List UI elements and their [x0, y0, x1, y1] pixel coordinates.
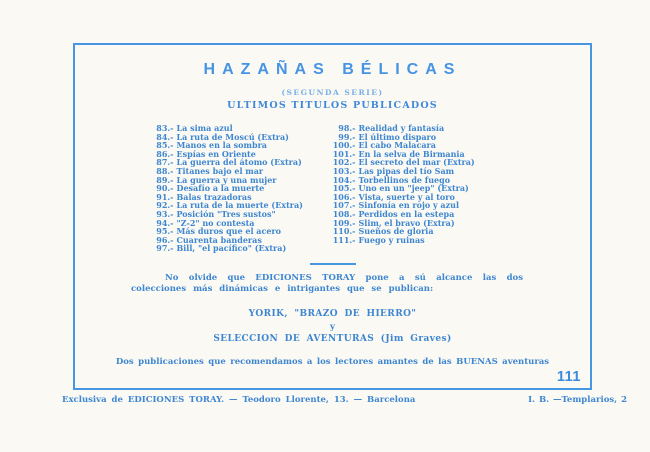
title-number: 105.- [332, 183, 356, 194]
title-number: 94.- [156, 217, 174, 228]
titles-list [75, 124, 590, 253]
title-number: 91.- [156, 191, 174, 202]
title-text: Posición "Tres sustos" [176, 208, 276, 219]
title-number: 85.- [156, 140, 174, 151]
title-number: 86.- [156, 148, 174, 159]
title-number: 83.- [156, 123, 174, 133]
title-text: Sueños de gloria [358, 226, 434, 237]
promo-paragraph: No olvide que EDICIONES TORAY pone a sú alcance las dos colecciones más dinámicas e intrigantes que se publican: [131, 273, 523, 294]
title-text: Realidad y fantasía [358, 123, 445, 133]
promo-closing-line: Dos publicaciones que recomendamos a los lectores amantes de las BUENAS aventuras [115, 357, 550, 367]
title-text: Vista, suerte y al toro [358, 191, 455, 202]
title-number: 90.- [156, 183, 174, 194]
title-text: Desafío a la muerte [176, 183, 265, 194]
title-number: 106.- [332, 191, 356, 202]
page-title: HAZAÑAS BÉLICAS [203, 61, 462, 78]
title-number: 84.- [156, 131, 174, 142]
titles-column-right [333, 124, 515, 253]
title-text: Las pipas del tío Sam [358, 165, 455, 176]
title-number: 99.- [338, 131, 356, 142]
series-subtitle: (SEGUNDA SERIE) [281, 88, 384, 97]
title-number: 109.- [332, 217, 356, 228]
title-number: 102.- [332, 157, 356, 168]
title-number: 108.- [332, 208, 356, 219]
title-number: 111.- [332, 234, 356, 245]
title-text: Fuego y ruinas [358, 234, 425, 245]
title-number: 103.- [332, 165, 356, 176]
title-number: 100.- [332, 140, 356, 151]
publisher-imprint: Exclusiva de EDICIONES TORAY. — Teodoro Llorente, 13. — Barcelona [62, 395, 416, 405]
title-text: La sima azul [176, 123, 233, 133]
title-number: 101.- [332, 148, 356, 159]
printer-imprint: I. B. —Templarios, 2 [528, 395, 627, 405]
title-number: 97.- [156, 243, 174, 254]
promo-collection-yorik: YORIK, "BRAZO DE HIERRO" [248, 309, 417, 319]
promo-conjunction: y [330, 322, 335, 332]
title-text: El cabo Malacara [358, 140, 436, 151]
title-number: 107.- [332, 200, 356, 211]
title-text: "Z-2" no contesta [176, 217, 255, 228]
title-text: Bill, "el pacífico" (Extra) [176, 243, 287, 254]
title-number: 96.- [156, 234, 174, 245]
title-text: La ruta de Moscú (Extra) [176, 131, 289, 142]
title-text: Slim, el bravo (Extra) [358, 217, 455, 228]
title-number: 95.- [156, 226, 174, 237]
title-text: Sinfonía en rojo y azul [358, 200, 460, 211]
title-text: Torbellinos de fuego [358, 174, 451, 185]
titles-column-left [151, 124, 333, 253]
title-text: La guerra y una mujer [176, 174, 277, 185]
title-text: Balas trazadoras [176, 191, 252, 202]
issue-number: 111 [556, 369, 581, 385]
title-number: 98.- [338, 123, 356, 133]
title-number: 110.- [332, 226, 356, 237]
title-text: Cuarenta banderas [176, 234, 262, 245]
title-list-item [333, 236, 515, 245]
title-text: El último disparo [358, 131, 437, 142]
title-text: La ruta de la muerte (Extra) [176, 200, 303, 211]
title-text: Manos en la sombra [176, 140, 267, 151]
section-divider-rule [310, 263, 356, 265]
title-text: Uno en un "jeep" (Extra) [358, 183, 469, 194]
title-number: 89.- [156, 174, 174, 185]
title-text: Más duros que el acero [176, 226, 281, 237]
title-list-item [151, 244, 333, 253]
title-text: Espías en Oriente [176, 148, 256, 159]
title-number: 93.- [156, 208, 174, 219]
promo-collection-seleccion: SELECCION DE AVENTURAS (Jim Graves) [213, 334, 452, 344]
title-number: 87.- [156, 157, 174, 168]
title-number: 104.- [332, 174, 356, 185]
title-text: Titanes bajo el mar [176, 165, 264, 176]
section-heading: ULTIMOS TITULOS PUBLICADOS [227, 100, 438, 111]
title-text: La guerra del átomo (Extra) [176, 157, 302, 168]
title-text: En la selva de Birmania [358, 148, 465, 159]
title-text: El secreto del mar (Extra) [358, 157, 475, 168]
blue-border-frame [73, 43, 592, 390]
title-text: Perdidos en la estepa [358, 208, 455, 219]
title-number: 92.- [156, 200, 174, 211]
title-number: 88.- [156, 165, 174, 176]
